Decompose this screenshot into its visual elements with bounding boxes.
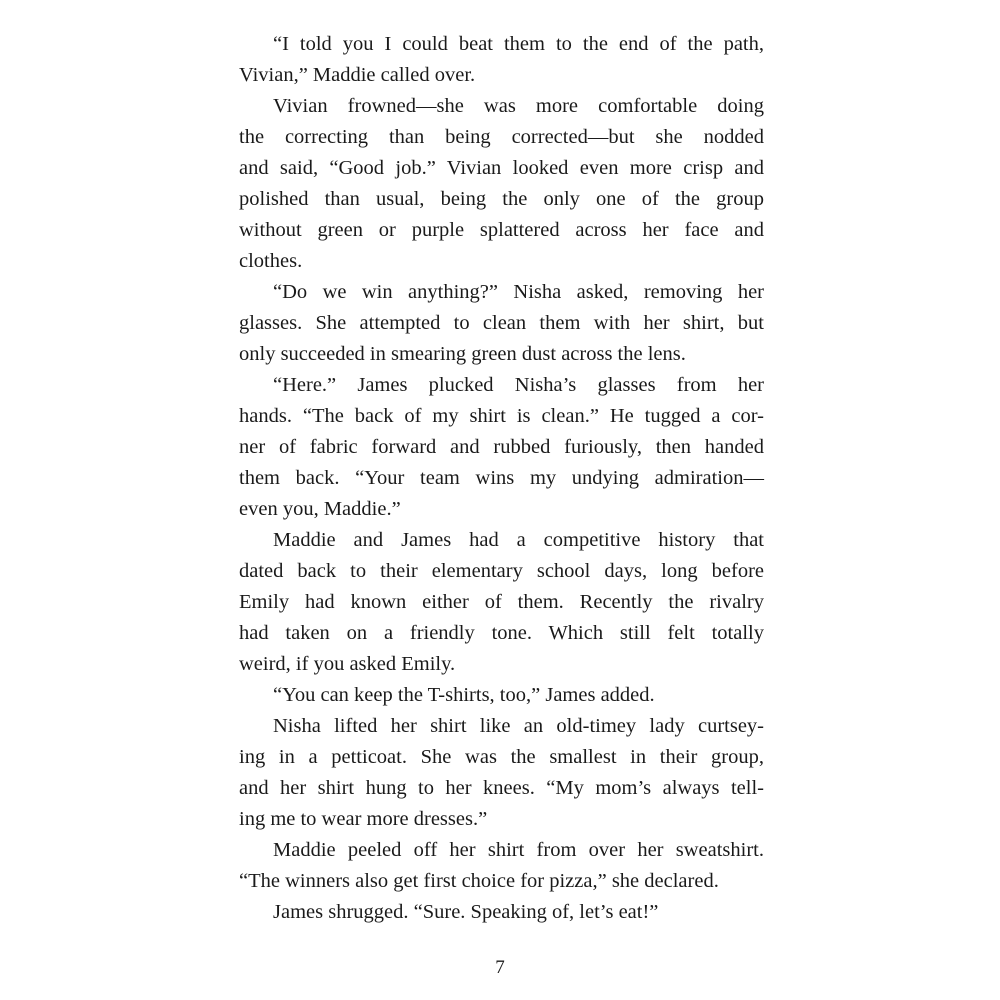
text-line: weird, if you asked Emily.: [239, 653, 456, 675]
paragraph: [239, 835, 764, 897]
text-line: polished than usual, being the only one of the group: [239, 188, 764, 210]
text-line: dated back to their elementary school days, long before: [239, 560, 764, 582]
text-line: “I told you I could beat them to the end of the path,: [273, 33, 764, 55]
text-line: “You can keep the T-shirts, too,” James added.: [273, 684, 655, 706]
text-line: them back. “Your team wins my undying admiration—: [239, 467, 764, 489]
paragraph: [239, 897, 764, 928]
paragraph: [239, 91, 764, 277]
text-line: the correcting than being corrected—but she nodded: [239, 126, 764, 148]
paragraph: [239, 525, 764, 680]
text-line: “The winners also get first choice for pizza,” she declared.: [239, 870, 719, 892]
paragraph: [239, 711, 764, 835]
text-line: and said, “Good job.” Vivian looked even more crisp and: [239, 157, 764, 179]
text-line: Vivian,” Maddie called over.: [239, 64, 476, 86]
text-line: “Here.” James plucked Nisha’s glasses from her: [273, 374, 764, 396]
text-line: glasses. She attempted to clean them with her shirt, but: [239, 312, 764, 334]
text-line: James shrugged. “Sure. Speaking of, let’s eat!”: [273, 901, 659, 923]
text-line: ner of fabric forward and rubbed furiously, then handed: [239, 436, 764, 458]
text-line: ing in a petticoat. She was the smallest in their group,: [239, 746, 764, 768]
text-line: hands. “The back of my shirt is clean.” He tugged a cor-: [239, 405, 764, 427]
text-line: without green or purple splattered across her face and: [239, 219, 764, 241]
text-line: Maddie and James had a competitive history that: [273, 529, 764, 551]
text-line: ing me to wear more dresses.”: [239, 808, 488, 830]
text-line: only succeeded in smearing green dust across the lens.: [239, 343, 686, 365]
paragraph: [239, 680, 764, 711]
text-line: even you, Maddie.”: [239, 498, 401, 520]
text-line: and her shirt hung to her knees. “My mom’s always tell-: [239, 777, 764, 799]
text-line: “Do we win anything?” Nisha asked, removing her: [273, 281, 764, 303]
paragraph: [239, 277, 764, 370]
page-number: 7: [495, 957, 505, 978]
text-line: clothes.: [239, 250, 303, 272]
text-line: had taken on a friendly tone. Which still felt totally: [239, 622, 764, 644]
text-line: Vivian frowned—she was more comfortable doing: [273, 95, 764, 117]
text-line: Maddie peeled off her shirt from over her sweatshirt.: [273, 839, 764, 861]
body-text: [239, 29, 764, 928]
paragraph: [239, 29, 764, 91]
text-line: Emily had known either of them. Recently the rivalry: [239, 591, 764, 613]
text-line: Nisha lifted her shirt like an old-timey lady curtsey-: [273, 715, 764, 737]
paragraph: [239, 370, 764, 525]
